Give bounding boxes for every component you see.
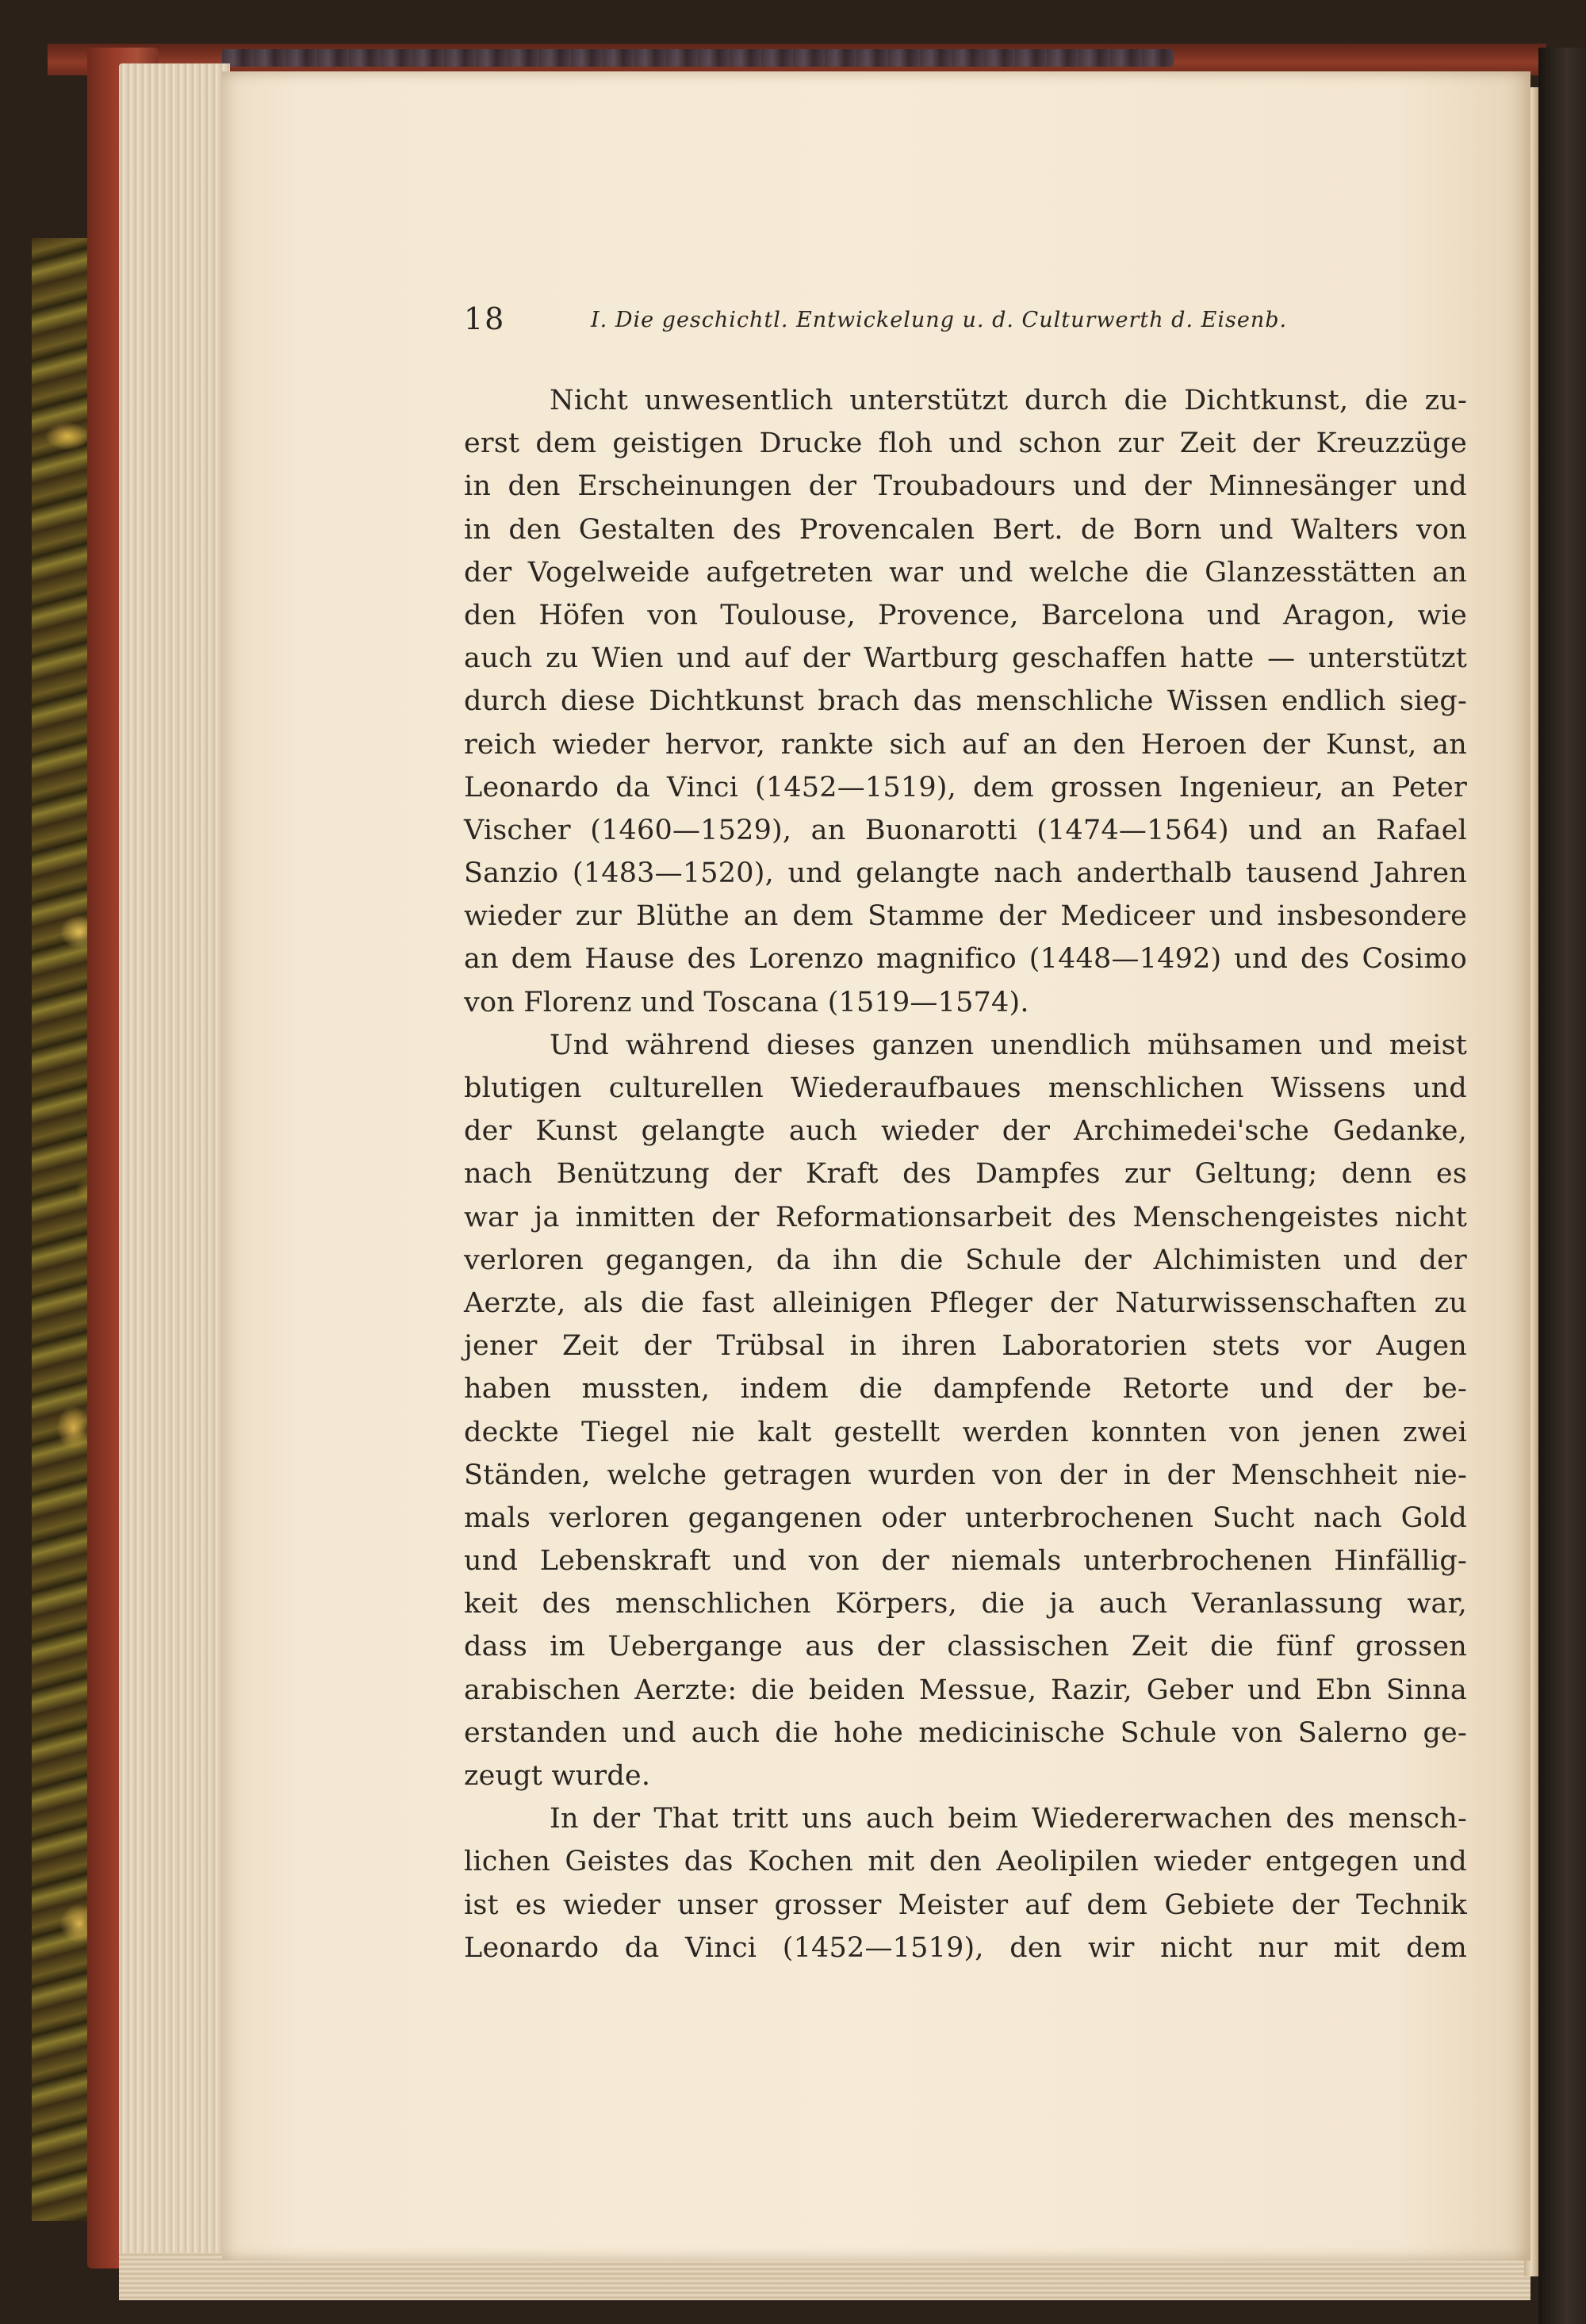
page-edges-left: [119, 63, 230, 2292]
text-line: In der That tritt uns auch beim Wiedererwachen des mensch-: [550, 1803, 1467, 1835]
text-line: in den Gestalten des Provencalen Bert. de Born und Walters von: [464, 513, 1467, 546]
text-line: Leonardo da Vinci (1452—1519), dem grossen Ingenieur, an Peter: [464, 771, 1467, 803]
text-line: war ja inmitten der Reformationsarbeit des Menschengeistes nicht: [464, 1201, 1467, 1233]
text-line: in den Erscheinungen der Troubadours und der Minnesänger und: [464, 470, 1467, 503]
text-line: keit des menschlichen Körpers, die ja auch Veranlassung war,: [464, 1588, 1467, 1620]
text-line: Leonardo da Vinci (1452—1519), den wir nicht nur mit dem: [464, 1931, 1467, 1964]
running-title: I. Die geschichtl. Entwickelung u. d. Culturwerth d. Eisenb.: [591, 308, 1288, 332]
text-line: Vischer (1460—1529), an Buonarotti (1474—1564) und an Rafael: [464, 814, 1467, 846]
text-line: der Kunst gelangte auch wieder der Archimedei'sche Gedanke,: [464, 1115, 1467, 1148]
text-line: deckte Tiegel nie kalt gestellt werden konnten von jenen zwei: [464, 1416, 1467, 1448]
body-text: [464, 379, 1467, 1969]
text-line: Nicht unwesentlich unterstützt durch die Dichtkunst, die zu-: [550, 385, 1467, 416]
text-line: durch diese Dichtkunst brach das menschliche Wissen endlich sieg-: [464, 685, 1467, 718]
text-line: der Vogelweide aufgetreten war und welche die Glanzesstätten an: [464, 556, 1467, 589]
text-line: Sanzio (1483—1520), und gelangte nach anderthalb tausend Jahren: [464, 857, 1467, 890]
text-line: nach Benützung der Kraft des Dampfes zur Geltung; denn es: [464, 1158, 1467, 1191]
binding-top-ornament: [222, 49, 1174, 67]
right-cover-edge: [1538, 48, 1586, 2324]
text-line: erstanden und auch die hohe medicinische Schule von Salerno ge-: [464, 1716, 1467, 1749]
text-line: verloren gegangen, da ihn die Schule der Alchimisten und der: [464, 1244, 1467, 1276]
text-line: arabischen Aerzte: die beiden Messue, Razir, Geber und Ebn Sinna: [464, 1674, 1467, 1706]
text-line: haben mussten, indem die dampfende Retorte und der be-: [464, 1373, 1467, 1406]
text-line: jener Zeit der Trübsal in ihren Laboratorien stets vor Augen: [464, 1330, 1467, 1363]
text-line: an dem Hause des Lorenzo magnifico (1448—1492) und des Cosimo: [464, 943, 1467, 976]
text-line: mals verloren gegangenen oder unterbrochenen Sucht nach Gold: [464, 1501, 1467, 1534]
page-header: [464, 301, 1463, 341]
text-line: Und während dieses ganzen unendlich mühsamen und meist: [550, 1029, 1467, 1061]
text-line: wieder zur Blüthe an dem Stamme der Mediceer und insbesondere: [464, 900, 1467, 933]
text-line: von Florenz und Toscana (1519—1574).: [464, 986, 1029, 1018]
text-line: blutigen culturellen Wiederaufbaues menschlichen Wissens und: [464, 1072, 1467, 1104]
text-line: ist es wieder unser grosser Meister auf dem Gebiete der Technik: [464, 1889, 1467, 1921]
text-line: auch zu Wien und auf der Wartburg geschaffen hatte — unterstützt: [464, 642, 1467, 675]
text-line: Ständen, welche getragen wurden von der in der Menschheit nie-: [464, 1459, 1467, 1491]
text-line: lichen Geistes das Kochen mit den Aeolipilen wieder entgegen und: [464, 1846, 1467, 1878]
text-line: erst dem geistigen Drucke floh und schon zur Zeit der Kreuzzüge: [464, 428, 1467, 460]
text-line: zeugt wurde.: [464, 1760, 651, 1792]
text-line: dass im Uebergange aus der classischen Zeit die fünf grossen: [464, 1631, 1467, 1663]
text-line: reich wieder hervor, rankte sich auf an den Heroen der Kunst, an: [464, 728, 1467, 761]
text-line: den Höfen von Toulouse, Provence, Barcelona und Aragon, wie: [464, 599, 1467, 631]
page-number: 18: [464, 301, 506, 336]
text-line: und Lebenskraft und von der niemals unterbrochenen Hinfällig-: [464, 1545, 1467, 1578]
text-line: Aerzte, als die fast alleinigen Pfleger der Naturwissenschaften zu: [464, 1287, 1467, 1319]
